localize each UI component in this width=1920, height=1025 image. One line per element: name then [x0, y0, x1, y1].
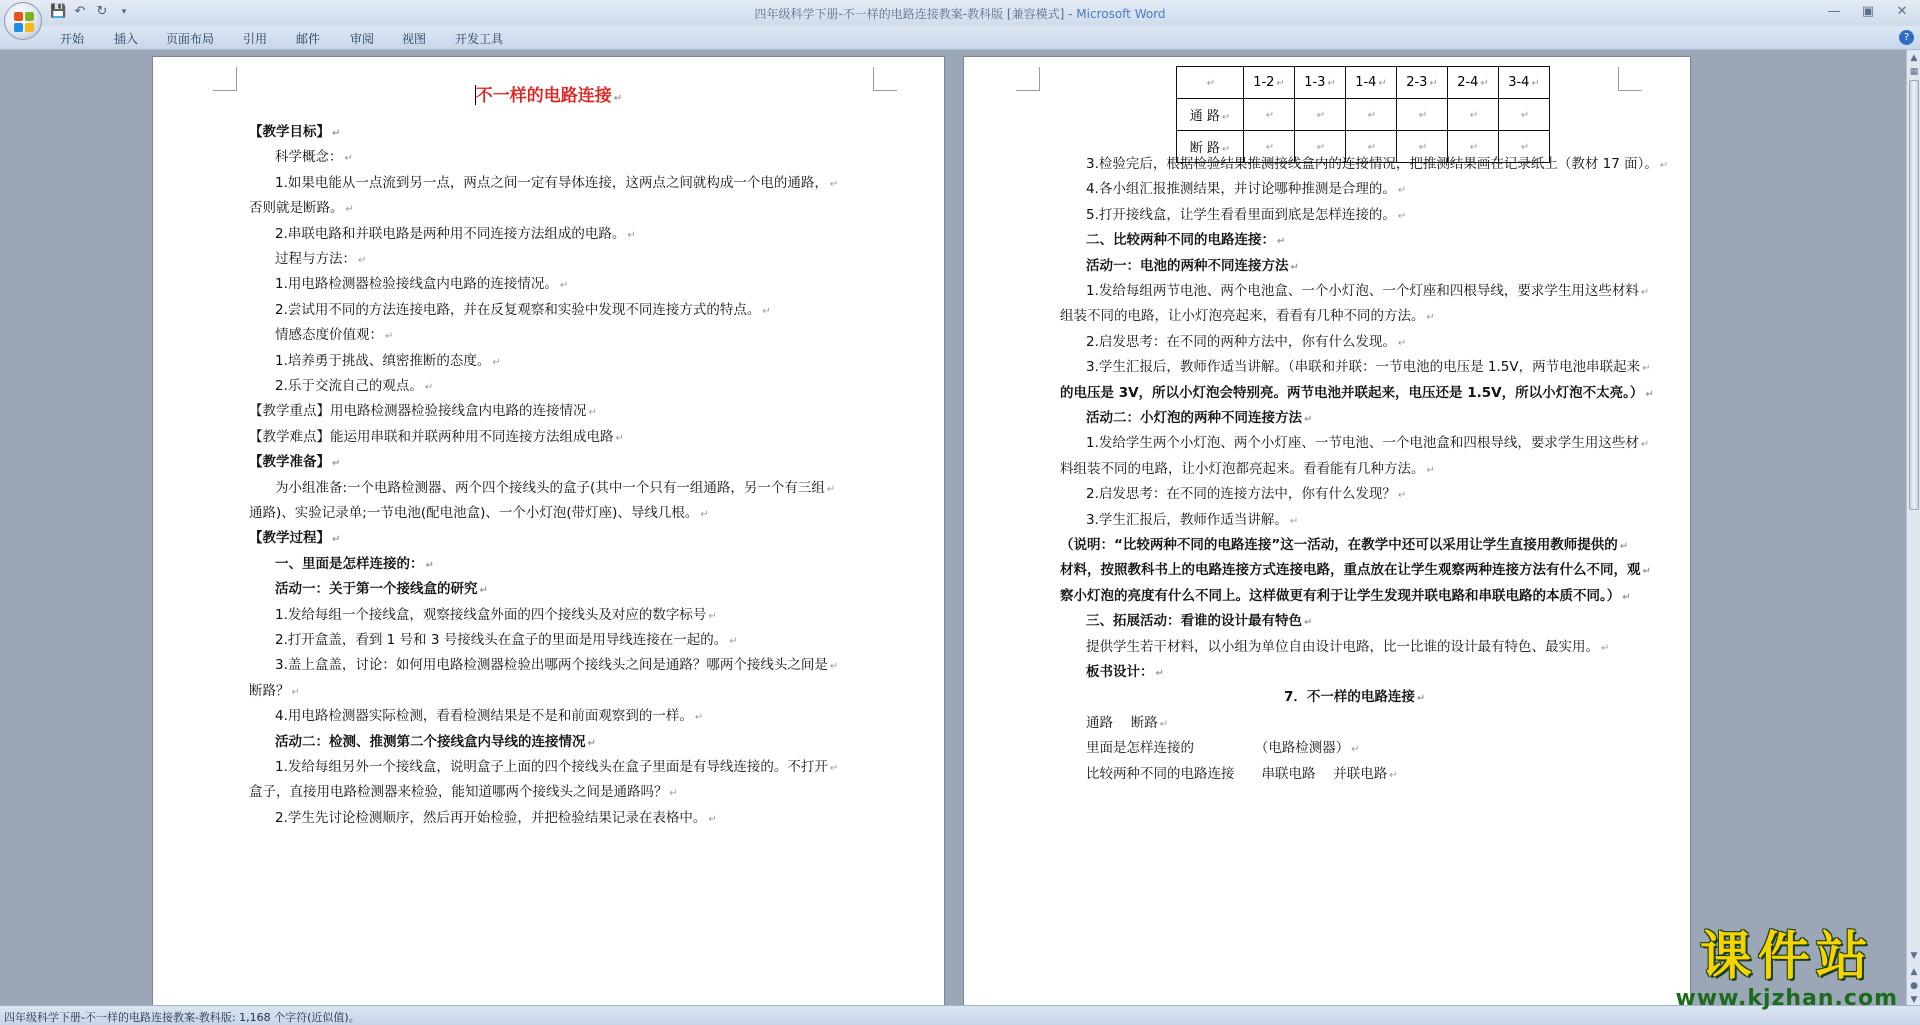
undo-icon[interactable]: ↶ [74, 4, 86, 19]
tab-page-layout[interactable]: 页面布局 [166, 32, 215, 46]
paragraph-line: （说明：“比较两种不同的电路连接”这一活动，在教学中还可以采用让学生直接用教师提供的 ↵ [1060, 537, 1629, 553]
table-cell[interactable]: ↵ [1295, 99, 1346, 131]
minimize-icon[interactable]: — [1827, 4, 1841, 19]
paragraph-line: 二、比较两种不同的电路连接： ↵ [1086, 232, 1286, 249]
paragraph-line: 里面是怎样连接的 （电路检测器） ↵ [1086, 740, 1360, 757]
watermark [1675, 928, 1898, 1011]
paragraph-line: 2.乐于交流自己的观点。 ↵ [275, 378, 434, 394]
paragraph-line: 情感态度价值观： ↵ [275, 327, 394, 344]
table-row [1177, 99, 1550, 131]
watermark-title: 课件站 [1699, 926, 1874, 987]
paragraph-line: 4.各小组汇报推测结果，并讨论哪种推测是合理的。 ↵ [1086, 181, 1407, 198]
paragraph-line: 一、里面是怎样连接的： ↵ [275, 555, 434, 572]
result-table[interactable] [1176, 66, 1550, 163]
paragraph-line: 活动一：电池的两种不同连接方法 ↵ [1086, 257, 1299, 274]
ribbon-tabs [0, 26, 1920, 50]
table-cell[interactable]: ↵ [1397, 99, 1448, 131]
paragraph-line: 3.学生汇报后，教师作适当讲解。（串联和并联：一节电池的电压是 1.5V，两节电池串联起来 ↵ [1086, 359, 1651, 376]
crop-mark [1618, 67, 1642, 91]
paragraph-line: 通路)、实验记录单;一节电池(配电池盒)、一个小灯泡(带灯座)、导线几根。 ↵ [249, 505, 709, 521]
paragraph-line: 通路 断路 ↵ [1086, 714, 1169, 731]
paragraph-line: 否则就是断路。 ↵ [249, 200, 354, 217]
page-1[interactable] [152, 56, 945, 1005]
paragraph-line: 三、拓展活动：看谁的设计最有特色 ↵ [1086, 613, 1313, 630]
paragraph-line: 【教学准备】 ↵ [249, 454, 341, 471]
table-cell[interactable]: ↵ [1448, 99, 1499, 131]
ruler-toggle-icon[interactable]: ▦ [1909, 67, 1919, 77]
paragraph-line: 为小组准备:一个电路检测器、两个四个接线头的盒子(其中一个只有一组通路，另一个有三组 ↵ [275, 479, 836, 496]
paragraph-line: 3.学生汇报后，教师作适当讲解。 ↵ [1086, 511, 1299, 528]
watermark-url: www.kjzhan.com [1675, 986, 1898, 1011]
help-icon[interactable]: ? [1899, 30, 1914, 45]
paragraph-line: 活动二：检测、推测第二个接线盒内导线的连接情况 ↵ [275, 733, 596, 750]
table-cell[interactable]: 通 路 ↵ [1177, 99, 1244, 131]
scroll-up-icon[interactable]: ▲ [1910, 53, 1918, 63]
customize-toolbar-icon[interactable]: ▾ [121, 7, 127, 17]
tab-references[interactable]: 引用 [243, 32, 268, 46]
paragraph-line: 1.用电路检测器检验接线盒内电路的连接情况。 ↵ [275, 276, 569, 293]
table-cell[interactable]: 1-3 ↵ [1295, 67, 1346, 99]
paragraph-line: 组装不同的电路，让小灯泡亮起来，看看有几种不同的方法。 ↵ [1060, 308, 1435, 325]
paragraph-line: 1.如果电能从一点流到另一点，两点之间一定有导体连接，这两点之间就构成一个电的通路， ↵ [275, 174, 839, 191]
scroll-down-icon[interactable]: ▼ [1910, 951, 1918, 961]
paragraph-line: 1.发给每组另外一个接线盒，说明盒子上面的四个接线头在盒子里面是有导线连接的。不打开 ↵ [275, 759, 839, 775]
paragraph-line: 2.尝试用不同的方法连接电路，并在反复观察和实验中发现不同连接方式的特点。 ↵ [275, 301, 771, 318]
table-cell[interactable]: ↵ [1244, 99, 1295, 131]
table-cell[interactable]: ↵ [1499, 99, 1550, 131]
paragraph-line: 2.启发思考：在不同的连接方法中，你有什么发现？ ↵ [1086, 486, 1407, 503]
tab-view[interactable]: 视图 [402, 32, 427, 46]
paragraph-line: 板书设计： ↵ [1086, 664, 1164, 680]
table-cell[interactable]: ↵ [1499, 131, 1550, 163]
table-cell[interactable]: ↵ [1346, 131, 1397, 163]
table-cell[interactable]: ↵ [1448, 131, 1499, 163]
paragraph-line: 【教学目标】 ↵ [249, 124, 341, 140]
paragraph-line: 5.打开接线盒，让学生看看里面到底是怎样连接的。 ↵ [1086, 206, 1407, 223]
office-button[interactable] [4, 2, 42, 40]
paragraph-line: 2.学生先讨论检测顺序，然后再开始检验，并把检验结果记录在表格中。 ↵ [275, 809, 717, 826]
close-icon[interactable]: ✕ [1896, 4, 1908, 19]
paragraph-line: 的电压是 3V，所以小灯泡会特别亮。两节电池并联起来，电压还是 1.5V，所以小灯泡不太亮。） ↵ [1060, 384, 1654, 401]
tab-developer[interactable]: 开发工具 [455, 32, 504, 46]
table-row [1177, 67, 1550, 99]
app-name: Microsoft Word [1076, 7, 1166, 21]
paragraph-line: 活动二：小灯泡的两种不同连接方法 ↵ [1086, 410, 1313, 426]
tab-home[interactable]: 开始 [60, 32, 85, 46]
paragraph-line: 察小灯泡的亮度有什么不同上。这样做更有利于让学生发现并联电路和串联电路的本质不同。） ↵ [1060, 587, 1631, 604]
paragraph-line: 过程与方法： ↵ [275, 251, 367, 267]
tab-mailings[interactable]: 邮件 [296, 32, 321, 46]
paragraph-line: 1.发给学生两个小灯泡、两个小灯座、一节电池、一个电池盒和四根导线，要求学生用这些材 ↵ [1086, 435, 1650, 452]
table-cell[interactable]: ↵ [1244, 131, 1295, 163]
paragraph-line: 活动一：关于第一个接线盒的研究 ↵ [275, 581, 488, 598]
paragraph-line: 4.用电路检测器实际检测，看看检测结果是不是和前面观察到的一样。 ↵ [275, 708, 704, 725]
window-title [0, 5, 1920, 22]
table-cell[interactable]: 2-3 ↵ [1397, 67, 1448, 99]
scroll-thumb[interactable] [1909, 80, 1919, 510]
paragraph-line: 提供学生若干材料，以小组为单位自由设计电路，比一比谁的设计最有特色、最实用。 ↵ [1086, 638, 1610, 655]
table-cell[interactable]: 3-4 ↵ [1499, 67, 1550, 99]
redo-icon[interactable]: ↻ [96, 4, 108, 19]
paragraph-line: 【教学难点】能运用串联和并联两种用不同连接方法组成电路 ↵ [249, 428, 624, 445]
office-logo-icon [14, 12, 34, 32]
paragraph-line: 1.发给每组两节电池、两个电池盒、一个小灯泡、一个灯座和四根导线，要求学生用这些材料 ↵ [1086, 283, 1650, 299]
document-area [0, 50, 1906, 1005]
paragraph-line: 1.培养勇于挑战、缜密推断的态度。 ↵ [275, 352, 501, 369]
next-page-icon[interactable]: ▼ [1910, 995, 1918, 1005]
tab-review[interactable]: 审阅 [350, 32, 375, 46]
paragraph-line: 【教学重点】用电路检测器检验接线盒内电路的连接情况 ↵ [249, 403, 597, 420]
paragraph-line: 料组装不同的电路，让小灯泡都亮起来。看看能有几种方法。 ↵ [1060, 460, 1435, 477]
status-bar [0, 1005, 1920, 1025]
table-cell[interactable]: 1-4 ↵ [1346, 67, 1397, 99]
paragraph-line: 科学概念： ↵ [275, 149, 353, 166]
select-browse-object-icon[interactable]: ● [1910, 981, 1918, 991]
paragraph-line: 断路？ ↵ [249, 682, 300, 699]
paragraph-line: 2.打开盒盖，看到 1 号和 3 号接线头在盒子的里面是用导线连接在一起的。 ↵ [275, 632, 738, 648]
table-cell[interactable]: ↵ [1397, 131, 1448, 163]
title-bar [0, 0, 1920, 26]
table-cell[interactable]: 断 路 ↵ [1177, 131, 1244, 163]
status-text: 四年级科学下册-不一样的电路连接教案-教科版: 1,168 个字符(近似值)。 [4, 1011, 360, 1024]
maximize-icon[interactable]: ▣ [1861, 4, 1875, 19]
paragraph-line: 比较两种不同的电路连接 串联电路 并联电路 ↵ [1086, 765, 1398, 782]
paragraph-line: 3.盖上盒盖，讨论：如何用电路检测器检验出哪两个接线头之间是通路？哪两个接线头之间是 ↵ [275, 657, 839, 674]
tab-insert[interactable]: 插入 [114, 32, 139, 46]
paragraph-line: 材料，按照教科书上的电路连接方式连接电路，重点放在让学生观察两种连接方法有什么不同，观 ↵ [1060, 562, 1651, 579]
save-icon[interactable]: 💾 [50, 4, 67, 19]
document-heading: 不一样的电路连接 ↵ [475, 86, 623, 106]
paragraph-line: 3.检验完后，根据检验结果推测接线盒内的连接情况，把推测结果画在记录纸上（教材 17 面）。 ↵ [1086, 156, 1669, 172]
page-2[interactable] [963, 56, 1691, 1005]
document-name: 四年级科学下册-不一样的电路连接教案-教科版 [兼容模式] - [754, 7, 1077, 21]
paragraph-line: 【教学过程】 ↵ [249, 530, 341, 547]
table-cell[interactable]: ↵ [1346, 99, 1397, 131]
paragraph-line: 2.启发思考：在不同的两种方法中，你有什么发现。 ↵ [1086, 333, 1407, 350]
crop-mark [1016, 67, 1040, 91]
paragraph-line: 盒子，直接用电路检测器来检验，能知道哪两个接线头之间是通路吗？ ↵ [249, 784, 678, 801]
window-controls [1822, 2, 1914, 22]
table-cell[interactable]: 2-4 ↵ [1448, 67, 1499, 99]
paragraph-line: 1.发给每组一个接线盒，观察接线盒外面的四个接线头及对应的数字标号 ↵ [275, 606, 717, 623]
table-cell[interactable]: ↵ [1295, 131, 1346, 163]
table-cell[interactable]: ↵ [1177, 67, 1244, 99]
paragraph-line: 2.串联电路和并联电路是两种用不同连接方法组成的电路。 ↵ [275, 225, 636, 242]
table-cell[interactable]: 1-2 ↵ [1244, 67, 1295, 99]
vertical-scrollbar[interactable] [1906, 50, 1920, 1005]
paragraph-line: 7．不一样的电路连接 ↵ [1284, 689, 1426, 706]
previous-page-icon[interactable]: ▲ [1910, 967, 1918, 977]
